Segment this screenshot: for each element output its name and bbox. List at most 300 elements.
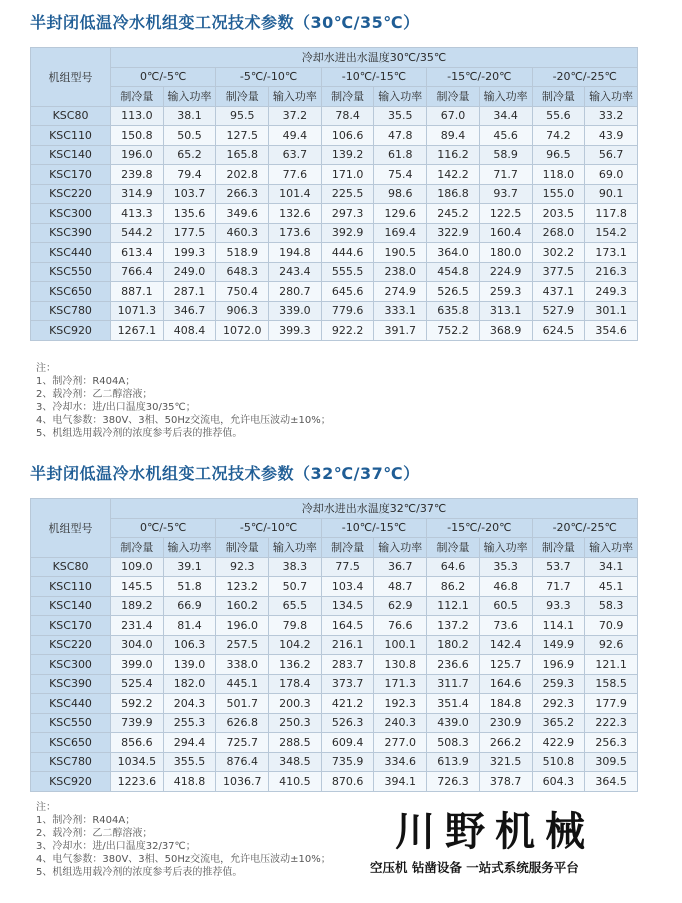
value-cell: 45.1 <box>585 577 638 597</box>
value-cell: 104.2 <box>269 635 322 655</box>
temp-range-header: -15℃/-20℃ <box>427 67 532 87</box>
value-cell: 422.9 <box>532 733 585 753</box>
model-cell: KSC390 <box>31 223 111 243</box>
value-cell: 460.3 <box>216 223 269 243</box>
value-cell: 231.4 <box>111 616 164 636</box>
value-cell: 259.3 <box>532 674 585 694</box>
value-cell: 55.6 <box>532 106 585 126</box>
value-cell: 240.3 <box>374 713 427 733</box>
value-cell: 236.6 <box>427 655 480 675</box>
model-cell: KSC920 <box>31 321 111 341</box>
value-cell: 125.7 <box>479 655 532 675</box>
model-cell: KSC140 <box>31 596 111 616</box>
value-cell: 1223.6 <box>111 772 164 792</box>
value-cell: 81.4 <box>163 616 216 636</box>
value-cell: 164.6 <box>479 674 532 694</box>
value-cell: 196.0 <box>111 145 164 165</box>
value-cell: 123.2 <box>216 577 269 597</box>
note-line: 4、电气参数：380V、3相、50Hz交流电，允许电压波动±10%； <box>36 415 331 426</box>
value-cell: 169.4 <box>374 223 427 243</box>
model-cell: KSC170 <box>31 165 111 185</box>
value-cell: 294.4 <box>163 733 216 753</box>
value-cell: 346.7 <box>163 301 216 321</box>
value-cell: 268.0 <box>532 223 585 243</box>
value-cell: 304.0 <box>111 635 164 655</box>
cooling-capacity-header: 制冷量 <box>427 87 480 107</box>
value-cell: 311.7 <box>427 674 480 694</box>
value-cell: 51.8 <box>163 577 216 597</box>
input-power-header: 输入功率 <box>163 538 216 558</box>
value-cell: 287.1 <box>163 282 216 302</box>
value-cell: 355.5 <box>163 752 216 772</box>
value-cell: 321.5 <box>479 752 532 772</box>
value-cell: 266.2 <box>479 733 532 753</box>
table-row <box>31 674 638 694</box>
temp-range-header: 0℃/-5℃ <box>111 67 216 87</box>
model-cell: KSC650 <box>31 282 111 302</box>
value-cell: 779.6 <box>321 301 374 321</box>
table-row <box>31 145 638 165</box>
temp-range-header: -20℃/-25℃ <box>532 518 638 538</box>
value-cell: 75.4 <box>374 165 427 185</box>
value-cell: 189.2 <box>111 596 164 616</box>
value-cell: 63.7 <box>269 145 322 165</box>
value-cell: 245.2 <box>427 204 480 224</box>
value-cell: 635.8 <box>427 301 480 321</box>
value-cell: 100.1 <box>374 635 427 655</box>
value-cell: 410.5 <box>269 772 322 792</box>
value-cell: 160.2 <box>216 596 269 616</box>
value-cell: 870.6 <box>321 772 374 792</box>
value-cell: 876.4 <box>216 752 269 772</box>
value-cell: 555.5 <box>321 262 374 282</box>
note-line: 3、冷却水：进/出口温度30/35℃； <box>36 402 196 413</box>
value-cell: 92.6 <box>585 635 638 655</box>
model-cell: KSC780 <box>31 301 111 321</box>
value-cell: 216.1 <box>321 635 374 655</box>
value-cell: 349.6 <box>216 204 269 224</box>
table-row <box>31 616 638 636</box>
value-cell: 196.9 <box>532 655 585 675</box>
table-row <box>31 223 638 243</box>
notes-1 <box>36 362 331 440</box>
value-cell: 66.9 <box>163 596 216 616</box>
brand-slogan: 空压机 钻凿设备 一站式系统服务平台 <box>370 860 579 875</box>
value-cell: 1034.5 <box>111 752 164 772</box>
value-cell: 292.3 <box>532 694 585 714</box>
value-cell: 38.3 <box>269 557 322 577</box>
value-cell: 118.0 <box>532 165 585 185</box>
value-cell: 160.4 <box>479 223 532 243</box>
value-cell: 192.3 <box>374 694 427 714</box>
value-cell: 35.5 <box>374 106 427 126</box>
temp-range-header: -15℃/-20℃ <box>427 518 532 538</box>
value-cell: 309.5 <box>585 752 638 772</box>
cooling-capacity-header: 制冷量 <box>216 538 269 558</box>
value-cell: 149.9 <box>532 635 585 655</box>
model-cell: KSC170 <box>31 616 111 636</box>
value-cell: 399.0 <box>111 655 164 675</box>
value-cell: 178.4 <box>269 674 322 694</box>
value-cell: 65.2 <box>163 145 216 165</box>
value-cell: 135.6 <box>163 204 216 224</box>
value-cell: 155.0 <box>532 184 585 204</box>
value-cell: 74.2 <box>532 126 585 146</box>
value-cell: 158.5 <box>585 674 638 694</box>
value-cell: 243.4 <box>269 262 322 282</box>
value-cell: 86.2 <box>427 577 480 597</box>
model-cell: KSC220 <box>31 635 111 655</box>
value-cell: 239.8 <box>111 165 164 185</box>
value-cell: 65.5 <box>269 596 322 616</box>
note-line: 5、机组选用载冷剂的浓度参考后表的推荐值。 <box>36 428 243 439</box>
value-cell: 354.6 <box>585 321 638 341</box>
model-cell: KSC300 <box>31 655 111 675</box>
value-cell: 739.9 <box>111 713 164 733</box>
value-cell: 142.4 <box>479 635 532 655</box>
value-cell: 277.0 <box>374 733 427 753</box>
model-cell: KSC80 <box>31 106 111 126</box>
value-cell: 58.9 <box>479 145 532 165</box>
value-cell: 283.7 <box>321 655 374 675</box>
table-row <box>31 772 638 792</box>
value-cell: 173.6 <box>269 223 322 243</box>
value-cell: 280.7 <box>269 282 322 302</box>
value-cell: 645.6 <box>321 282 374 302</box>
table-row <box>31 752 638 772</box>
value-cell: 93.7 <box>479 184 532 204</box>
value-cell: 378.7 <box>479 772 532 792</box>
section-title: 半封闭低温冷水机组变工况技术参数（30℃/35℃） <box>30 13 420 32</box>
value-cell: 113.0 <box>111 106 164 126</box>
value-cell: 249.0 <box>163 262 216 282</box>
notes-2 <box>36 801 331 879</box>
value-cell: 43.9 <box>585 126 638 146</box>
value-cell: 53.7 <box>532 557 585 577</box>
value-cell: 626.8 <box>216 713 269 733</box>
temp-range-header: 0℃/-5℃ <box>111 518 216 538</box>
cooling-capacity-header: 制冷量 <box>427 538 480 558</box>
table-row <box>31 733 638 753</box>
model-cell: KSC650 <box>31 733 111 753</box>
note-line: 2、载冷剂：乙二醇溶液； <box>36 828 153 839</box>
value-cell: 142.2 <box>427 165 480 185</box>
cooling-capacity-header: 制冷量 <box>216 87 269 107</box>
value-cell: 177.9 <box>585 694 638 714</box>
value-cell: 34.4 <box>479 106 532 126</box>
value-cell: 439.0 <box>427 713 480 733</box>
value-cell: 117.8 <box>585 204 638 224</box>
value-cell: 1267.1 <box>111 321 164 341</box>
model-cell: KSC220 <box>31 184 111 204</box>
value-cell: 322.9 <box>427 223 480 243</box>
value-cell: 96.5 <box>532 145 585 165</box>
value-cell: 114.1 <box>532 616 585 636</box>
value-cell: 338.0 <box>216 655 269 675</box>
value-cell: 106.3 <box>163 635 216 655</box>
table-row <box>31 184 638 204</box>
value-cell: 613.4 <box>111 243 164 263</box>
value-cell: 334.6 <box>374 752 427 772</box>
value-cell: 196.0 <box>216 616 269 636</box>
section-title: 半封闭低温冷水机组变工况技术参数（32℃/37℃） <box>30 464 420 483</box>
value-cell: 98.6 <box>374 184 427 204</box>
value-cell: 194.8 <box>269 243 322 263</box>
value-cell: 613.9 <box>427 752 480 772</box>
value-cell: 906.3 <box>216 301 269 321</box>
value-cell: 171.3 <box>374 674 427 694</box>
value-cell: 609.4 <box>321 733 374 753</box>
value-cell: 204.3 <box>163 694 216 714</box>
value-cell: 67.0 <box>427 106 480 126</box>
value-cell: 525.4 <box>111 674 164 694</box>
value-cell: 45.6 <box>479 126 532 146</box>
value-cell: 202.8 <box>216 165 269 185</box>
value-cell: 71.7 <box>532 577 585 597</box>
value-cell: 103.7 <box>163 184 216 204</box>
value-cell: 368.9 <box>479 321 532 341</box>
spec-table <box>30 498 638 792</box>
value-cell: 47.8 <box>374 126 427 146</box>
note-line: 5、机组选用载冷剂的浓度参考后表的推荐值。 <box>36 867 243 878</box>
value-cell: 648.3 <box>216 262 269 282</box>
value-cell: 136.2 <box>269 655 322 675</box>
value-cell: 238.0 <box>374 262 427 282</box>
value-cell: 48.7 <box>374 577 427 597</box>
value-cell: 508.3 <box>427 733 480 753</box>
value-cell: 112.1 <box>427 596 480 616</box>
value-cell: 89.4 <box>427 126 480 146</box>
value-cell: 421.2 <box>321 694 374 714</box>
value-cell: 150.8 <box>111 126 164 146</box>
value-cell: 225.5 <box>321 184 374 204</box>
value-cell: 526.3 <box>321 713 374 733</box>
input-power-header: 输入功率 <box>163 87 216 107</box>
value-cell: 445.1 <box>216 674 269 694</box>
value-cell: 56.7 <box>585 145 638 165</box>
cooling-water-header: 冷却水进出水温度30℃/35℃ <box>111 48 638 68</box>
note-line: 3、冷却水：进/出口温度32/37℃； <box>36 841 196 852</box>
value-cell: 95.5 <box>216 106 269 126</box>
value-cell: 256.3 <box>585 733 638 753</box>
value-cell: 109.0 <box>111 557 164 577</box>
table-row <box>31 577 638 597</box>
input-power-header: 输入功率 <box>269 538 322 558</box>
model-cell: KSC550 <box>31 713 111 733</box>
value-cell: 437.1 <box>532 282 585 302</box>
value-cell: 224.9 <box>479 262 532 282</box>
value-cell: 604.3 <box>532 772 585 792</box>
table-row <box>31 301 638 321</box>
value-cell: 1072.0 <box>216 321 269 341</box>
value-cell: 134.5 <box>321 596 374 616</box>
value-cell: 46.8 <box>479 577 532 597</box>
value-cell: 1071.3 <box>111 301 164 321</box>
temp-range-header: -20℃/-25℃ <box>532 67 638 87</box>
value-cell: 259.3 <box>479 282 532 302</box>
value-cell: 73.6 <box>479 616 532 636</box>
model-cell: KSC440 <box>31 243 111 263</box>
value-cell: 50.5 <box>163 126 216 146</box>
value-cell: 365.2 <box>532 713 585 733</box>
value-cell: 377.5 <box>532 262 585 282</box>
note-line: 注： <box>36 802 56 813</box>
value-cell: 351.4 <box>427 694 480 714</box>
table-row <box>31 557 638 577</box>
value-cell: 257.5 <box>216 635 269 655</box>
value-cell: 90.1 <box>585 184 638 204</box>
value-cell: 216.3 <box>585 262 638 282</box>
value-cell: 527.9 <box>532 301 585 321</box>
value-cell: 173.1 <box>585 243 638 263</box>
value-cell: 203.5 <box>532 204 585 224</box>
model-cell: KSC920 <box>31 772 111 792</box>
value-cell: 200.3 <box>269 694 322 714</box>
value-cell: 93.3 <box>532 596 585 616</box>
value-cell: 103.4 <box>321 577 374 597</box>
value-cell: 190.5 <box>374 243 427 263</box>
value-cell: 116.2 <box>427 145 480 165</box>
temp-range-header: -5℃/-10℃ <box>216 67 321 87</box>
value-cell: 36.7 <box>374 557 427 577</box>
value-cell: 184.8 <box>479 694 532 714</box>
value-cell: 164.5 <box>321 616 374 636</box>
value-cell: 230.9 <box>479 713 532 733</box>
value-cell: 180.0 <box>479 243 532 263</box>
table-row <box>31 321 638 341</box>
value-cell: 444.6 <box>321 243 374 263</box>
model-cell: KSC780 <box>31 752 111 772</box>
value-cell: 392.9 <box>321 223 374 243</box>
value-cell: 297.3 <box>321 204 374 224</box>
value-cell: 50.7 <box>269 577 322 597</box>
value-cell: 154.2 <box>585 223 638 243</box>
value-cell: 266.3 <box>216 184 269 204</box>
spec-table-2 <box>30 498 638 792</box>
value-cell: 139.2 <box>321 145 374 165</box>
table-row <box>31 165 638 185</box>
note-line: 2、载冷剂：乙二醇溶液； <box>36 389 153 400</box>
value-cell: 171.0 <box>321 165 374 185</box>
cooling-capacity-header: 制冷量 <box>321 87 374 107</box>
cooling-capacity-header: 制冷量 <box>321 538 374 558</box>
value-cell: 1036.7 <box>216 772 269 792</box>
value-cell: 222.3 <box>585 713 638 733</box>
note-line: 1、制冷剂：R404A； <box>36 376 136 387</box>
value-cell: 288.5 <box>269 733 322 753</box>
value-cell: 518.9 <box>216 243 269 263</box>
value-cell: 399.3 <box>269 321 322 341</box>
model-cell: KSC390 <box>31 674 111 694</box>
value-cell: 391.7 <box>374 321 427 341</box>
input-power-header: 输入功率 <box>269 87 322 107</box>
model-cell: KSC550 <box>31 262 111 282</box>
value-cell: 137.2 <box>427 616 480 636</box>
input-power-header: 输入功率 <box>374 538 427 558</box>
temp-range-header: -5℃/-10℃ <box>216 518 321 538</box>
value-cell: 592.2 <box>111 694 164 714</box>
value-cell: 348.5 <box>269 752 322 772</box>
model-cell: KSC440 <box>31 694 111 714</box>
value-cell: 70.9 <box>585 616 638 636</box>
value-cell: 58.3 <box>585 596 638 616</box>
value-cell: 752.2 <box>427 321 480 341</box>
value-cell: 526.5 <box>427 282 480 302</box>
value-cell: 301.1 <box>585 301 638 321</box>
table-row <box>31 655 638 675</box>
table-row <box>31 126 638 146</box>
value-cell: 177.5 <box>163 223 216 243</box>
value-cell: 364.0 <box>427 243 480 263</box>
value-cell: 35.3 <box>479 557 532 577</box>
table-row <box>31 262 638 282</box>
value-cell: 186.8 <box>427 184 480 204</box>
spec-table-1 <box>30 47 638 341</box>
table-row <box>31 243 638 263</box>
value-cell: 364.5 <box>585 772 638 792</box>
value-cell: 624.5 <box>532 321 585 341</box>
value-cell: 165.8 <box>216 145 269 165</box>
input-power-header: 输入功率 <box>479 538 532 558</box>
value-cell: 856.6 <box>111 733 164 753</box>
table-row <box>31 106 638 126</box>
cooling-capacity-header: 制冷量 <box>111 538 164 558</box>
value-cell: 122.5 <box>479 204 532 224</box>
value-cell: 139.0 <box>163 655 216 675</box>
model-cell: KSC300 <box>31 204 111 224</box>
value-cell: 249.3 <box>585 282 638 302</box>
value-cell: 78.4 <box>321 106 374 126</box>
input-power-header: 输入功率 <box>585 538 638 558</box>
value-cell: 77.5 <box>321 557 374 577</box>
value-cell: 418.8 <box>163 772 216 792</box>
input-power-header: 输入功率 <box>479 87 532 107</box>
value-cell: 544.2 <box>111 223 164 243</box>
value-cell: 766.4 <box>111 262 164 282</box>
value-cell: 750.4 <box>216 282 269 302</box>
value-cell: 92.3 <box>216 557 269 577</box>
value-cell: 339.0 <box>269 301 322 321</box>
value-cell: 501.7 <box>216 694 269 714</box>
table-row <box>31 282 638 302</box>
value-cell: 199.3 <box>163 243 216 263</box>
model-cell: KSC110 <box>31 126 111 146</box>
value-cell: 106.6 <box>321 126 374 146</box>
value-cell: 302.2 <box>532 243 585 263</box>
value-cell: 132.6 <box>269 204 322 224</box>
value-cell: 333.1 <box>374 301 427 321</box>
value-cell: 726.3 <box>427 772 480 792</box>
brand-name: 川野机械 <box>395 808 595 855</box>
value-cell: 887.1 <box>111 282 164 302</box>
value-cell: 725.7 <box>216 733 269 753</box>
value-cell: 34.1 <box>585 557 638 577</box>
value-cell: 182.0 <box>163 674 216 694</box>
value-cell: 130.8 <box>374 655 427 675</box>
value-cell: 33.2 <box>585 106 638 126</box>
value-cell: 60.5 <box>479 596 532 616</box>
spec-table <box>30 47 638 341</box>
value-cell: 121.1 <box>585 655 638 675</box>
table-row <box>31 204 638 224</box>
value-cell: 61.8 <box>374 145 427 165</box>
value-cell: 71.7 <box>479 165 532 185</box>
cooling-capacity-header: 制冷量 <box>532 538 585 558</box>
value-cell: 274.9 <box>374 282 427 302</box>
value-cell: 394.1 <box>374 772 427 792</box>
note-line: 注： <box>36 363 56 374</box>
value-cell: 145.5 <box>111 577 164 597</box>
